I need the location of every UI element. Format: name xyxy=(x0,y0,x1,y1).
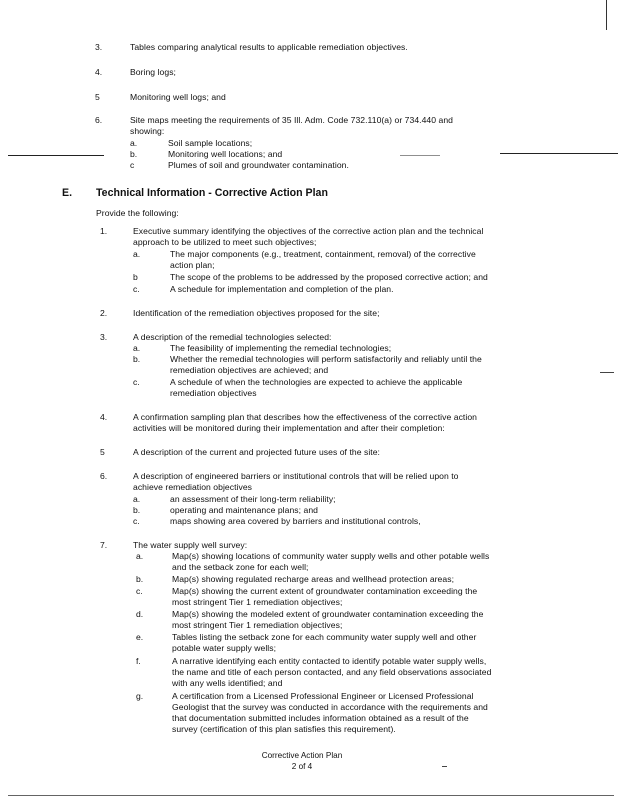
sub-item-text: the name and title of each person contacted, and any field observations associated xyxy=(172,667,492,677)
list-item-text: Site maps meeting the requirements of 35 Ill. Adm. Code 732.110(a) or 734.440 and xyxy=(130,115,454,125)
sub-item-text: most stringent Tier 1 remediation objectives; xyxy=(172,597,343,607)
list-item-text: Boring logs; xyxy=(130,67,176,77)
sub-label: d. xyxy=(136,609,144,619)
list-number: 3. xyxy=(95,42,103,52)
list-number: 5 xyxy=(100,447,105,457)
list-item-text: Tables comparing analytical results to applicable remediation objectives. xyxy=(130,42,408,52)
list-item-text: activities will be monitored during their implementation and after their completion: xyxy=(133,423,445,433)
sub-item-text: The major components (e.g., treatment, containment, removal) of the corrective xyxy=(170,249,476,259)
list-number: 2. xyxy=(100,308,108,318)
sub-label: b. xyxy=(133,354,141,364)
list-item-text: achieve remediation objectives xyxy=(133,482,253,492)
scan-artifact-line-right xyxy=(500,153,618,154)
sub-label: a. xyxy=(133,494,141,504)
list-number: 3. xyxy=(100,332,108,342)
list-number: 7. xyxy=(100,540,108,550)
footer-title: Corrective Action Plan xyxy=(261,751,343,760)
list-item-text: Monitoring well logs; and xyxy=(130,92,226,102)
sub-item-text: A narrative identifying each entity contacted to identify potable water supply wells, xyxy=(172,656,487,666)
sub-item-text: operating and maintenance plans; and xyxy=(170,505,319,515)
footer-page-number: 2 of 4 xyxy=(291,762,313,771)
sub-item-text: Soil sample locations; xyxy=(168,138,253,148)
scan-edge-line xyxy=(606,0,607,30)
sub-item-text: potable water supply wells; xyxy=(172,643,277,653)
sub-label: a. xyxy=(130,138,138,148)
sub-item-text: A certification from a Licensed Professional Engineer or Licensed Professional xyxy=(172,691,474,701)
section-letter: E. xyxy=(62,187,73,199)
list-item-text: A confirmation sampling plan that describes how the effectiveness of the corrective action xyxy=(133,412,477,422)
list-number: 1. xyxy=(100,226,108,236)
sub-label: c. xyxy=(133,377,140,387)
sub-label: c. xyxy=(136,586,143,596)
sub-label: e. xyxy=(136,632,144,642)
sub-item-text: A schedule of when the technologies are expected to achieve the applicable xyxy=(170,377,463,387)
sub-label: b xyxy=(133,272,138,282)
sub-item-text: The feasibility of implementing the remedial technologies; xyxy=(170,343,392,353)
scan-artifact-dash xyxy=(442,766,447,767)
sub-item-text: remediation objectives are achieved; and xyxy=(170,365,329,375)
sub-item-text: Map(s) showing the modeled extent of groundwater contamination exceeding the xyxy=(172,609,484,619)
sub-item-text: The scope of the problems to be addressed by the proposed corrective action; and xyxy=(170,272,488,282)
sub-item-text: survey (certification of this plan satisfies this requirement). xyxy=(172,724,396,734)
sub-item-text: Tables listing the setback zone for each community water supply well and other xyxy=(172,632,477,642)
list-item-text: The water supply well survey: xyxy=(133,540,248,550)
sub-item-text: action plan; xyxy=(170,260,215,270)
section-intro: Provide the following: xyxy=(96,208,179,218)
sub-item-text: with any wells identified; and xyxy=(172,678,283,688)
sub-label: c. xyxy=(133,284,140,294)
sub-label: a. xyxy=(133,343,141,353)
list-item-text: showing: xyxy=(130,126,165,136)
sub-label: c xyxy=(130,160,135,170)
list-number: 6. xyxy=(95,115,103,125)
sub-label: g. xyxy=(136,691,144,701)
sub-item-text: most stringent Tier 1 remediation objectives; xyxy=(172,620,343,630)
list-item-text: Identification of the remediation objectives proposed for the site; xyxy=(133,308,380,318)
scan-artifact-bottom-line xyxy=(8,795,614,796)
sub-item-text: Plumes of soil and groundwater contamination. xyxy=(168,160,349,170)
scan-artifact-dash xyxy=(600,372,614,373)
list-number: 5 xyxy=(95,92,100,102)
sub-label: b. xyxy=(133,505,141,515)
list-item-text: Executive summary identifying the objectives of the corrective action plan and the technical xyxy=(133,226,484,236)
sub-label: a. xyxy=(136,551,144,561)
sub-item-text: that documentation submitted includes information obtained as a result of the xyxy=(172,713,469,723)
list-item-text: A description of engineered barriers or institutional controls that will be relied upon to xyxy=(133,471,459,481)
sub-item-text: A schedule for implementation and completion of the plan. xyxy=(170,284,394,294)
sub-label: c. xyxy=(133,516,140,526)
sub-item-text: Geologist that the survey was conducted in accordance with the requirements and xyxy=(172,702,488,712)
sub-item-text: Whether the remedial technologies will perform satisfactorily and reliably until the xyxy=(170,354,482,364)
sub-item-text: Map(s) showing regulated recharge areas and wellhead protection areas; xyxy=(172,574,455,584)
list-number: 4. xyxy=(100,412,108,422)
sub-item-text: remediation objectives xyxy=(170,388,257,398)
list-number: 6. xyxy=(100,471,108,481)
sub-item-text: Map(s) showing locations of community water supply wells and other potable wells xyxy=(172,551,490,561)
list-number: 4. xyxy=(95,67,103,77)
sub-item-text: Map(s) showing the current extent of groundwater contamination exceeding the xyxy=(172,586,478,596)
sub-label: b. xyxy=(130,149,138,159)
list-item-text: approach to be utilized to meet such objectives; xyxy=(133,237,317,247)
scan-artifact-line-left xyxy=(8,155,104,156)
list-item-text: A description of the current and projected future uses of the site: xyxy=(133,447,380,457)
scan-artifact-dash xyxy=(400,155,440,156)
sub-item-text: and the setback zone for each well; xyxy=(172,562,309,572)
sub-label: f. xyxy=(136,656,141,666)
section-title: Technical Information - Corrective Action Plan xyxy=(96,187,328,199)
sub-item-text: Monitoring well locations; and xyxy=(168,149,283,159)
sub-item-text: maps showing area covered by barriers and institutional controls, xyxy=(170,516,421,526)
sub-label: a. xyxy=(133,249,141,259)
list-item-text: A description of the remedial technologies selected: xyxy=(133,332,332,342)
sub-label: b. xyxy=(136,574,144,584)
sub-item-text: an assessment of their long-term reliability; xyxy=(170,494,336,504)
